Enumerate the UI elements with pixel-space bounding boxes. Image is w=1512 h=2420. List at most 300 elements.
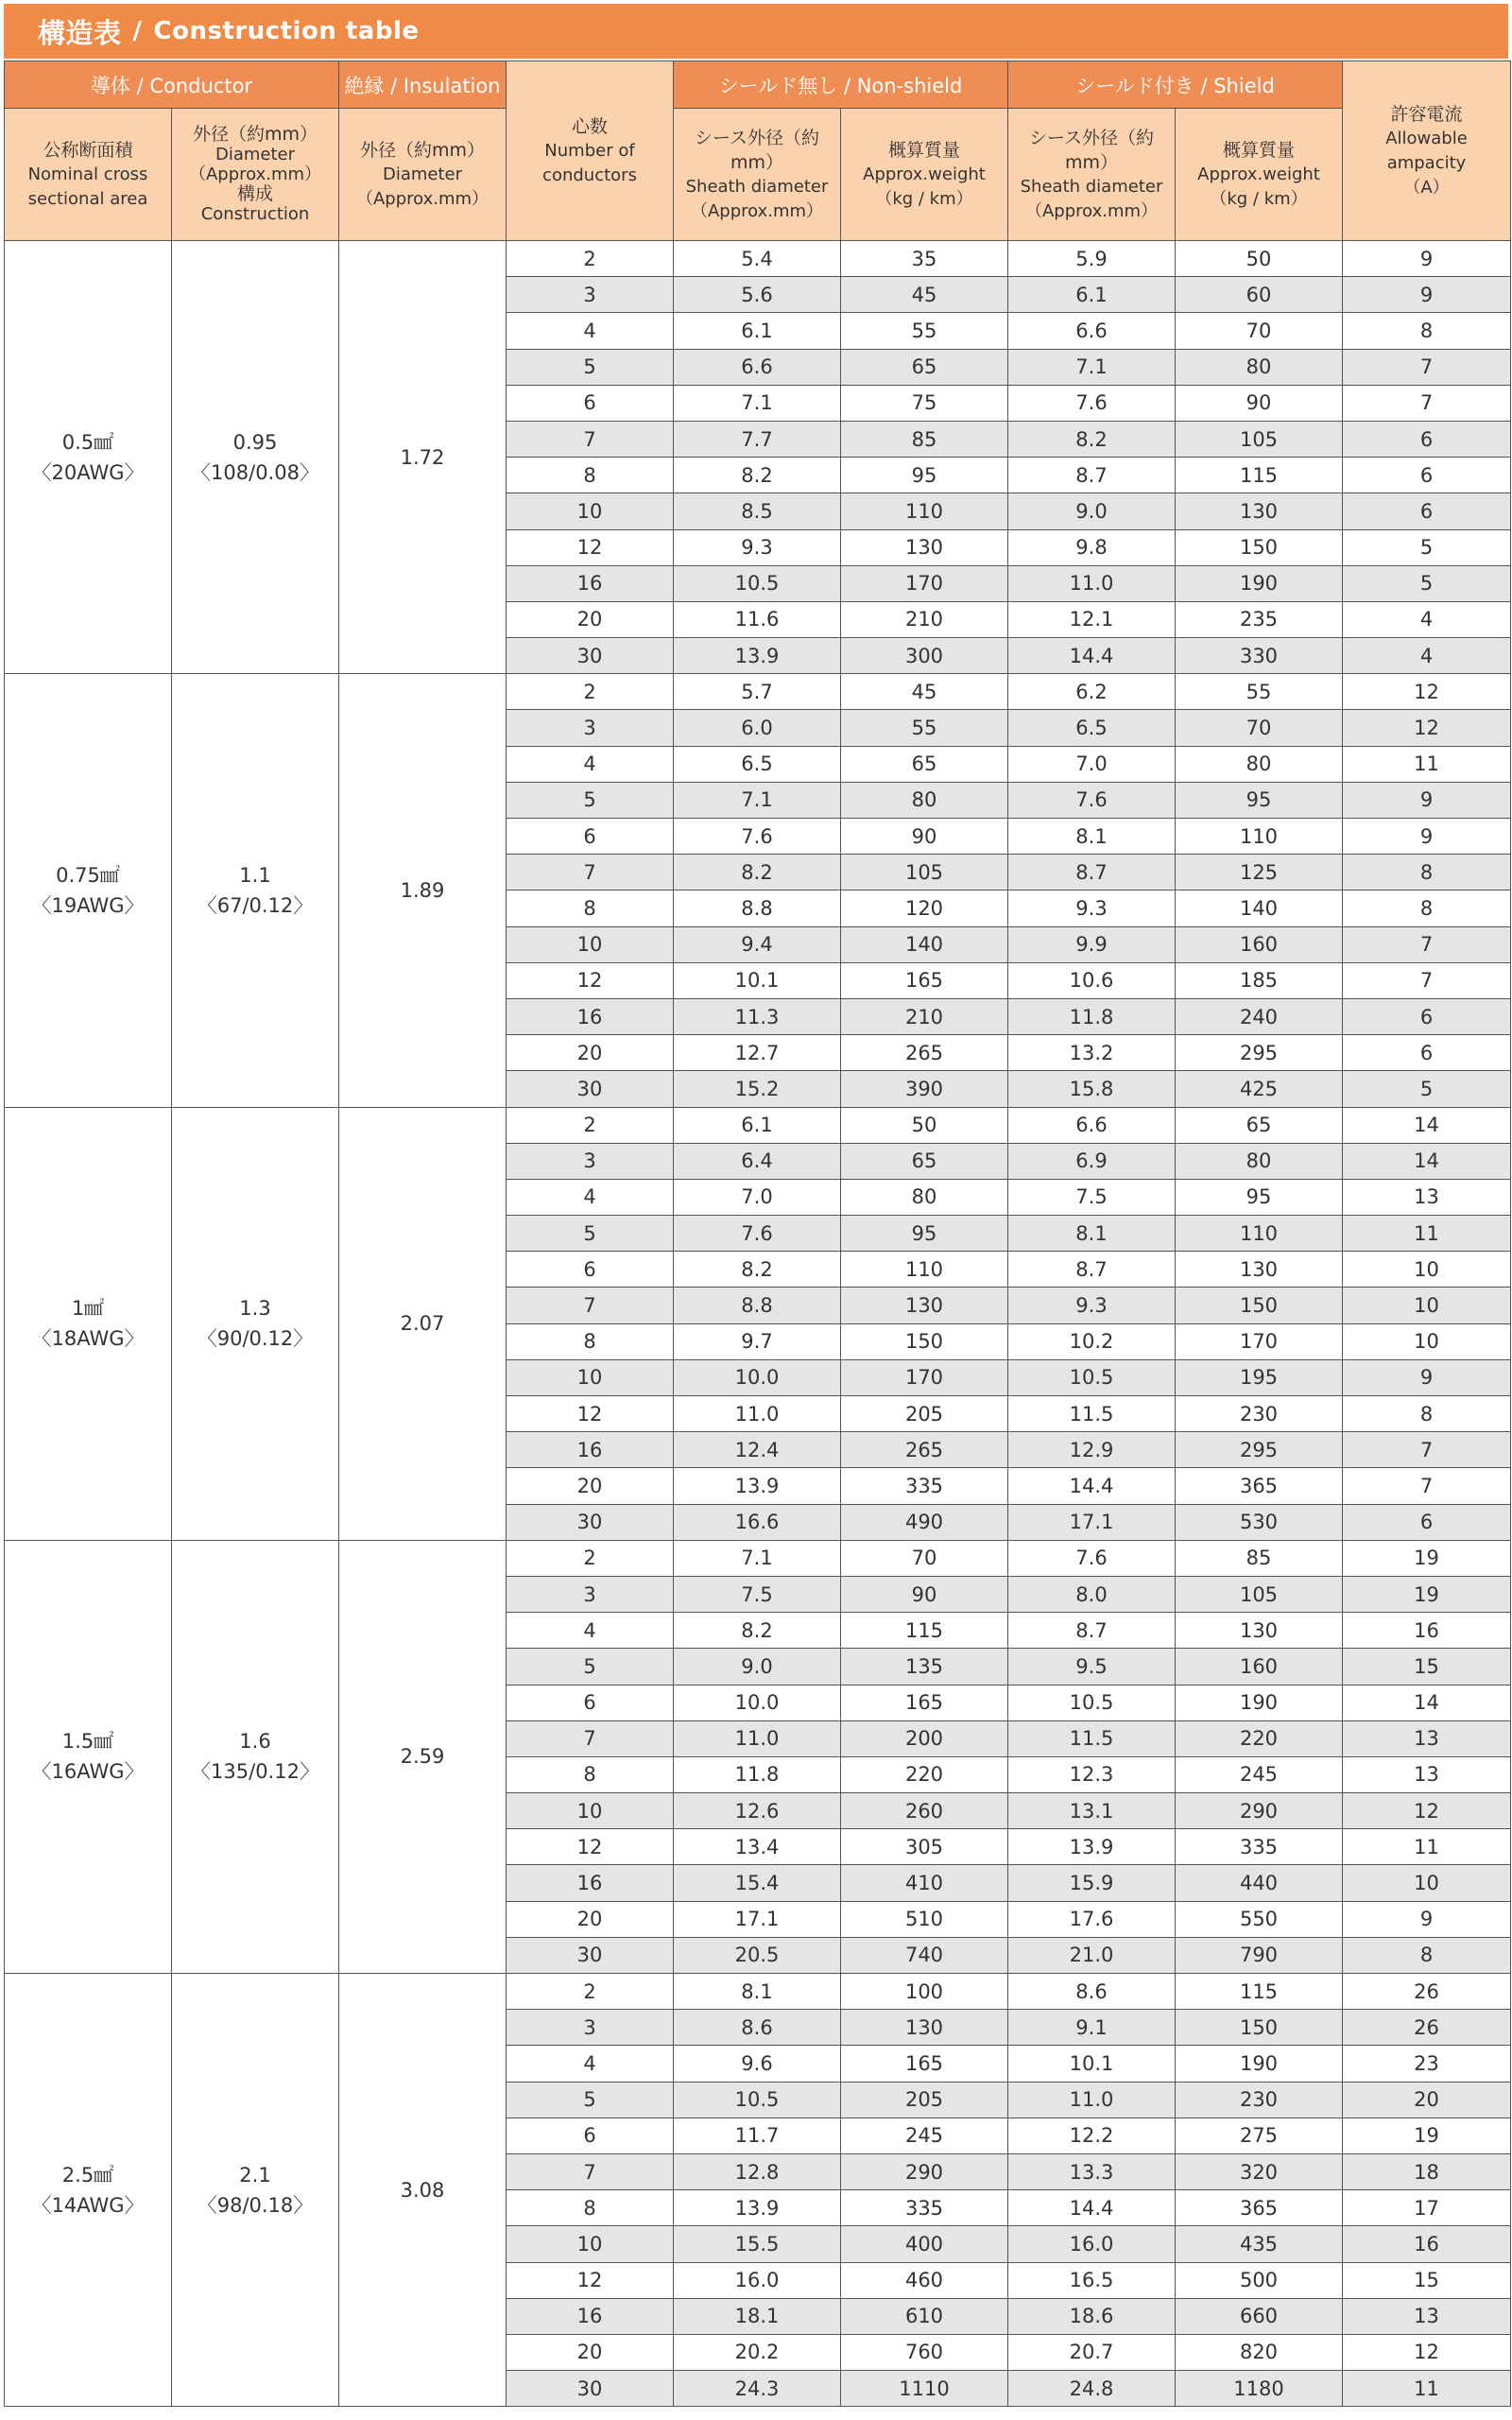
sheath-diameter-non-shield-cell: 12.4 [674,1432,841,1468]
ampacity-cell: 19 [1343,1576,1511,1612]
conductor-count-cell: 30 [507,1937,674,1973]
conductor-count-cell: 20 [507,1901,674,1937]
sheath-diameter-shield-cell: 9.9 [1008,926,1176,962]
weight-non-shield-cell: 150 [841,1323,1008,1359]
sheath-diameter-shield-cell: 12.2 [1008,2118,1176,2153]
sheath-diameter-shield-cell: 15.8 [1008,1071,1176,1107]
table-body [5,241,1511,2407]
sheath-diameter-non-shield-cell: 7.1 [674,782,841,818]
conductor-count-cell: 16 [507,2298,674,2334]
sheath-diameter-shield-cell: 13.3 [1008,2153,1176,2189]
sheath-diameter-shield-cell: 24.8 [1008,2371,1176,2407]
sheath-diameter-non-shield-cell: 9.6 [674,2046,841,2082]
ampacity-cell: 10 [1343,1865,1511,1901]
sheath-diameter-shield-cell: 11.5 [1008,1396,1176,1432]
ampacity-cell: 6 [1343,458,1511,493]
conductor-count-cell: 3 [507,2010,674,2046]
ampacity-cell: 5 [1343,529,1511,565]
sheath-diameter-non-shield-cell: 7.5 [674,1576,841,1612]
title-en: Construction table [153,17,420,45]
sheath-diameter-shield-cell: 10.5 [1008,1685,1176,1720]
weight-non-shield-cell: 110 [841,1252,1008,1288]
sheath-diameter-shield-cell: 8.0 [1008,1576,1176,1612]
ampacity-cell: 11 [1343,2371,1511,2407]
conductor-count-cell: 10 [507,2226,674,2262]
weight-non-shield-cell: 135 [841,1649,1008,1685]
conductor-diameter-cell: 1.3 〈90/0.12〉 [172,1107,339,1540]
insulation-diameter-cell: 2.59 [339,1540,507,1973]
conductor-count-cell: 5 [507,1216,674,1252]
sheath-diameter-shield-cell: 6.1 [1008,277,1176,313]
ampacity-cell: 19 [1343,2118,1511,2153]
conductor-count-cell: 20 [507,1468,674,1504]
weight-shield-cell: 1180 [1176,2371,1343,2407]
table-row [5,674,1511,710]
weight-non-shield-cell: 510 [841,1901,1008,1937]
ampacity-cell: 20 [1343,2082,1511,2118]
construction-table [4,60,1511,2407]
sheath-diameter-shield-cell: 10.2 [1008,1323,1176,1359]
sheath-diameter-non-shield-cell: 10.5 [674,2082,841,2118]
ampacity-cell: 10 [1343,1323,1511,1359]
conductor-count-cell: 7 [507,1288,674,1323]
sheath-diameter-non-shield-cell: 8.2 [674,1613,841,1649]
weight-non-shield-cell: 490 [841,1504,1008,1540]
sheath-diameter-non-shield-cell: 7.1 [674,385,841,421]
weight-shield-cell: 170 [1176,1323,1343,1359]
weight-non-shield-cell: 305 [841,1829,1008,1865]
conductor-count-cell: 16 [507,1432,674,1468]
ampacity-cell: 13 [1343,1756,1511,1792]
conductor-diameter-cell: 0.95 〈108/0.08〉 [172,241,339,674]
sheath-diameter-non-shield-cell: 8.2 [674,855,841,890]
sheath-diameter-shield-cell: 7.5 [1008,1179,1176,1215]
title-jp: 構造表 [38,16,122,49]
weight-non-shield-cell: 290 [841,2153,1008,2189]
conductor-count-cell: 6 [507,385,674,421]
weight-non-shield-cell: 140 [841,926,1008,962]
ampacity-cell: 7 [1343,385,1511,421]
ampacity-cell: 23 [1343,2046,1511,2082]
weight-non-shield-cell: 245 [841,2118,1008,2153]
conductor-count-cell: 30 [507,2371,674,2407]
ampacity-cell: 9 [1343,1359,1511,1395]
weight-non-shield-cell: 70 [841,1540,1008,1576]
conductor-count-cell: 5 [507,1649,674,1685]
insulation-diameter-cell: 2.07 [339,1107,507,1540]
weight-non-shield-cell: 165 [841,962,1008,998]
sheath-diameter-non-shield-cell: 6.1 [674,1107,841,1143]
weight-non-shield-cell: 400 [841,2226,1008,2262]
header-insulation-diameter: 外径（約mm） Diameter （Approx.mm） [339,109,507,241]
weight-non-shield-cell: 265 [841,1035,1008,1071]
sheath-diameter-shield-cell: 8.7 [1008,855,1176,890]
weight-shield-cell: 185 [1176,962,1343,998]
header-number-of-conductors: 心数 Number of conductors [507,61,674,241]
sheath-diameter-non-shield-cell: 17.1 [674,1901,841,1937]
weight-non-shield-cell: 80 [841,782,1008,818]
ampacity-cell: 5 [1343,565,1511,601]
ampacity-cell: 15 [1343,2262,1511,2298]
sheath-diameter-shield-cell: 5.9 [1008,241,1176,277]
weight-shield-cell: 195 [1176,1359,1343,1395]
sheath-diameter-shield-cell: 9.8 [1008,529,1176,565]
weight-non-shield-cell: 90 [841,819,1008,855]
sheath-diameter-non-shield-cell: 16.0 [674,2262,841,2298]
weight-shield-cell: 190 [1176,1685,1343,1720]
sheath-diameter-non-shield-cell: 13.9 [674,2190,841,2226]
sheath-diameter-shield-cell: 8.7 [1008,458,1176,493]
sheath-diameter-shield-cell: 9.5 [1008,1649,1176,1685]
sheath-diameter-non-shield-cell: 7.7 [674,421,841,457]
ampacity-cell: 10 [1343,1252,1511,1288]
weight-non-shield-cell: 335 [841,2190,1008,2226]
sheath-diameter-shield-cell: 9.1 [1008,2010,1176,2046]
ampacity-cell: 16 [1343,2226,1511,2262]
weight-non-shield-cell: 740 [841,1937,1008,1973]
nominal-area-cell: 0.75㎟ 〈19AWG〉 [5,674,172,1107]
ampacity-cell: 13 [1343,1720,1511,1756]
nominal-area-cell: 2.5㎟ 〈14AWG〉 [5,1974,172,2407]
sheath-diameter-shield-cell: 11.0 [1008,2082,1176,2118]
weight-non-shield-cell: 760 [841,2334,1008,2370]
conductor-count-cell: 3 [507,1576,674,1612]
conductor-count-cell: 12 [507,529,674,565]
weight-non-shield-cell: 65 [841,1143,1008,1179]
weight-shield-cell: 660 [1176,2298,1343,2334]
conductor-count-cell: 4 [507,1179,674,1215]
sheath-diameter-shield-cell: 8.7 [1008,1252,1176,1288]
weight-non-shield-cell: 390 [841,1071,1008,1107]
sheath-diameter-non-shield-cell: 10.1 [674,962,841,998]
weight-non-shield-cell: 170 [841,565,1008,601]
sheath-diameter-shield-cell: 21.0 [1008,1937,1176,1973]
weight-non-shield-cell: 335 [841,1468,1008,1504]
weight-non-shield-cell: 65 [841,349,1008,385]
ampacity-cell: 11 [1343,746,1511,782]
conductor-count-cell: 12 [507,2262,674,2298]
conductor-count-cell: 16 [507,1865,674,1901]
conductor-count-cell: 10 [507,1359,674,1395]
sheath-diameter-shield-cell: 10.1 [1008,2046,1176,2082]
sheath-diameter-non-shield-cell: 7.6 [674,1216,841,1252]
ampacity-cell: 8 [1343,855,1511,890]
conductor-count-cell: 6 [507,2118,674,2153]
conductor-count-cell: 12 [507,962,674,998]
sheath-diameter-shield-cell: 18.6 [1008,2298,1176,2334]
ampacity-cell: 8 [1343,1937,1511,1973]
weight-non-shield-cell: 45 [841,674,1008,710]
weight-non-shield-cell: 55 [841,313,1008,349]
ampacity-cell: 9 [1343,782,1511,818]
weight-non-shield-cell: 220 [841,1756,1008,1792]
header-allowable-ampacity: 許容電流 Allowable ampacity （A） [1343,61,1511,241]
weight-shield-cell: 70 [1176,313,1343,349]
sheath-diameter-non-shield-cell: 9.0 [674,1649,841,1685]
conductor-count-cell: 2 [507,1107,674,1143]
weight-non-shield-cell: 95 [841,458,1008,493]
weight-shield-cell: 500 [1176,2262,1343,2298]
weight-non-shield-cell: 170 [841,1359,1008,1395]
ampacity-cell: 16 [1343,1613,1511,1649]
weight-shield-cell: 335 [1176,1829,1343,1865]
weight-non-shield-cell: 265 [841,1432,1008,1468]
weight-shield-cell: 115 [1176,458,1343,493]
weight-non-shield-cell: 85 [841,421,1008,457]
conductor-count-cell: 5 [507,782,674,818]
sheath-diameter-non-shield-cell: 12.8 [674,2153,841,2189]
weight-shield-cell: 365 [1176,1468,1343,1504]
header-insulation: 絶縁 / Insulation [339,61,507,109]
ampacity-cell: 6 [1343,493,1511,529]
sheath-diameter-non-shield-cell: 8.8 [674,890,841,926]
table-row [5,1974,1511,2010]
ampacity-cell: 12 [1343,1793,1511,1829]
header-conductor: 導体 / Conductor [5,61,339,109]
ampacity-cell: 9 [1343,241,1511,277]
weight-shield-cell: 80 [1176,1143,1343,1179]
sheath-diameter-shield-cell: 13.1 [1008,1793,1176,1829]
sheath-diameter-shield-cell: 7.0 [1008,746,1176,782]
sheath-diameter-shield-cell: 8.1 [1008,1216,1176,1252]
weight-shield-cell: 130 [1176,1613,1343,1649]
weight-non-shield-cell: 110 [841,493,1008,529]
conductor-count-cell: 6 [507,1685,674,1720]
ampacity-cell: 7 [1343,962,1511,998]
sheath-diameter-non-shield-cell: 11.8 [674,1756,841,1792]
conductor-count-cell: 10 [507,493,674,529]
sheath-diameter-shield-cell: 8.7 [1008,1613,1176,1649]
weight-shield-cell: 115 [1176,1974,1343,2010]
conductor-count-cell: 2 [507,1540,674,1576]
sheath-diameter-non-shield-cell: 9.3 [674,529,841,565]
conductor-diameter-cell: 1.1 〈67/0.12〉 [172,674,339,1107]
sheath-diameter-non-shield-cell: 10.0 [674,1685,841,1720]
weight-shield-cell: 290 [1176,1793,1343,1829]
sheath-diameter-non-shield-cell: 7.6 [674,819,841,855]
ampacity-cell: 7 [1343,1468,1511,1504]
ampacity-cell: 19 [1343,1540,1511,1576]
conductor-count-cell: 2 [507,674,674,710]
conductor-count-cell: 3 [507,277,674,313]
ampacity-cell: 26 [1343,2010,1511,2046]
table-row [5,241,1511,277]
weight-non-shield-cell: 90 [841,1576,1008,1612]
sheath-diameter-non-shield-cell: 8.2 [674,1252,841,1288]
conductor-count-cell: 2 [507,1974,674,2010]
weight-non-shield-cell: 35 [841,241,1008,277]
weight-shield-cell: 230 [1176,2082,1343,2118]
sheath-diameter-non-shield-cell: 15.2 [674,1071,841,1107]
conductor-count-cell: 8 [507,458,674,493]
header-weight-non-shield: 概算質量 Approx.weight （kg / km） [841,109,1008,241]
weight-shield-cell: 70 [1176,710,1343,746]
sheath-diameter-non-shield-cell: 8.1 [674,1974,841,2010]
sheath-diameter-non-shield-cell: 6.5 [674,746,841,782]
sheath-diameter-shield-cell: 14.4 [1008,2190,1176,2226]
weight-shield-cell: 85 [1176,1540,1343,1576]
weight-shield-cell: 105 [1176,1576,1343,1612]
weight-shield-cell: 295 [1176,1035,1343,1071]
weight-shield-cell: 440 [1176,1865,1343,1901]
sheath-diameter-shield-cell: 6.9 [1008,1143,1176,1179]
conductor-count-cell: 30 [507,1071,674,1107]
weight-shield-cell: 190 [1176,565,1343,601]
conductor-count-cell: 6 [507,1252,674,1288]
sheath-diameter-non-shield-cell: 10.5 [674,565,841,601]
insulation-diameter-cell: 1.89 [339,674,507,1107]
conductor-diameter-cell: 2.1 〈98/0.18〉 [172,1974,339,2407]
conductor-count-cell: 10 [507,1793,674,1829]
conductor-count-cell: 4 [507,1613,674,1649]
sheath-diameter-shield-cell: 11.0 [1008,565,1176,601]
ampacity-cell: 6 [1343,1504,1511,1540]
conductor-count-cell: 7 [507,855,674,890]
header-shield: シールド付き / Shield [1008,61,1343,109]
conductor-count-cell: 12 [507,1829,674,1865]
sheath-diameter-shield-cell: 12.3 [1008,1756,1176,1792]
ampacity-cell: 12 [1343,710,1511,746]
sheath-diameter-non-shield-cell: 13.9 [674,638,841,674]
ampacity-cell: 17 [1343,2190,1511,2226]
weight-non-shield-cell: 105 [841,855,1008,890]
sheath-diameter-shield-cell: 9.0 [1008,493,1176,529]
sheath-diameter-shield-cell: 11.8 [1008,998,1176,1034]
weight-shield-cell: 50 [1176,241,1343,277]
weight-non-shield-cell: 45 [841,277,1008,313]
weight-non-shield-cell: 610 [841,2298,1008,2334]
sheath-diameter-non-shield-cell: 6.6 [674,349,841,385]
sheath-diameter-non-shield-cell: 16.6 [674,1504,841,1540]
sheath-diameter-non-shield-cell: 10.0 [674,1359,841,1395]
sheath-diameter-shield-cell: 12.1 [1008,601,1176,637]
header-weight-shield: 概算質量 Approx.weight （kg / km） [1176,109,1343,241]
ampacity-cell: 7 [1343,1432,1511,1468]
conductor-count-cell: 8 [507,1323,674,1359]
ampacity-cell: 13 [1343,2298,1511,2334]
conductor-count-cell: 4 [507,313,674,349]
ampacity-cell: 9 [1343,277,1511,313]
sheath-diameter-non-shield-cell: 7.1 [674,1540,841,1576]
conductor-count-cell: 10 [507,926,674,962]
sheath-diameter-non-shield-cell: 24.3 [674,2371,841,2407]
sheath-diameter-shield-cell: 7.6 [1008,385,1176,421]
weight-shield-cell: 425 [1176,1071,1343,1107]
weight-shield-cell: 60 [1176,277,1343,313]
weight-shield-cell: 160 [1176,926,1343,962]
weight-shield-cell: 150 [1176,2010,1343,2046]
sheath-diameter-non-shield-cell: 9.4 [674,926,841,962]
sheath-diameter-non-shield-cell: 11.7 [674,2118,841,2153]
sheath-diameter-shield-cell: 7.6 [1008,782,1176,818]
conductor-count-cell: 16 [507,998,674,1034]
header-sheath-diameter-non-shield: シース外径（約mm） Sheath diameter （Approx.mm） [674,109,841,241]
sheath-diameter-shield-cell: 6.6 [1008,1107,1176,1143]
ampacity-cell: 9 [1343,819,1511,855]
conductor-count-cell: 3 [507,710,674,746]
weight-shield-cell: 435 [1176,2226,1343,2262]
weight-non-shield-cell: 260 [841,1793,1008,1829]
sheath-diameter-non-shield-cell: 5.7 [674,674,841,710]
weight-non-shield-cell: 460 [841,2262,1008,2298]
ampacity-cell: 12 [1343,674,1511,710]
header-conductor-diameter: 外径（約mm） Diameter （Approx.mm） 構成 Construction [172,109,339,241]
sheath-diameter-shield-cell: 8.2 [1008,421,1176,457]
weight-non-shield-cell: 300 [841,638,1008,674]
weight-shield-cell: 140 [1176,890,1343,926]
sheath-diameter-non-shield-cell: 5.4 [674,241,841,277]
conductor-count-cell: 20 [507,1035,674,1071]
sheath-diameter-shield-cell: 6.6 [1008,313,1176,349]
sheath-diameter-non-shield-cell: 11.6 [674,601,841,637]
weight-shield-cell: 295 [1176,1432,1343,1468]
weight-non-shield-cell: 205 [841,2082,1008,2118]
weight-non-shield-cell: 80 [841,1179,1008,1215]
nominal-area-cell: 1.5㎟ 〈16AWG〉 [5,1540,172,1973]
sheath-diameter-non-shield-cell: 20.2 [674,2334,841,2370]
weight-shield-cell: 790 [1176,1937,1343,1973]
sheath-diameter-non-shield-cell: 11.0 [674,1720,841,1756]
ampacity-cell: 8 [1343,313,1511,349]
conductor-count-cell: 12 [507,1396,674,1432]
weight-non-shield-cell: 410 [841,1865,1008,1901]
nominal-area-cell: 0.5㎟ 〈20AWG〉 [5,241,172,674]
weight-non-shield-cell: 205 [841,1396,1008,1432]
sheath-diameter-non-shield-cell: 8.2 [674,458,841,493]
weight-shield-cell: 110 [1176,1216,1343,1252]
ampacity-cell: 11 [1343,1216,1511,1252]
sheath-diameter-shield-cell: 10.5 [1008,1359,1176,1395]
weight-non-shield-cell: 165 [841,2046,1008,2082]
sheath-diameter-non-shield-cell: 8.6 [674,2010,841,2046]
weight-shield-cell: 365 [1176,2190,1343,2226]
sheath-diameter-shield-cell: 9.3 [1008,1288,1176,1323]
ampacity-cell: 12 [1343,2334,1511,2370]
weight-non-shield-cell: 130 [841,529,1008,565]
sheath-diameter-non-shield-cell: 7.0 [674,1179,841,1215]
conductor-count-cell: 16 [507,565,674,601]
weight-shield-cell: 550 [1176,1901,1343,1937]
conductor-count-cell: 7 [507,421,674,457]
sheath-diameter-shield-cell: 14.4 [1008,1468,1176,1504]
sheath-diameter-shield-cell: 13.2 [1008,1035,1176,1071]
weight-non-shield-cell: 100 [841,1974,1008,2010]
conductor-count-cell: 7 [507,1720,674,1756]
weight-shield-cell: 160 [1176,1649,1343,1685]
weight-non-shield-cell: 210 [841,998,1008,1034]
sheath-diameter-shield-cell: 7.1 [1008,349,1176,385]
conductor-count-cell: 8 [507,890,674,926]
weight-shield-cell: 90 [1176,385,1343,421]
sheath-diameter-non-shield-cell: 8.8 [674,1288,841,1323]
weight-shield-cell: 55 [1176,674,1343,710]
nominal-area-cell: 1㎟ 〈18AWG〉 [5,1107,172,1540]
ampacity-cell: 8 [1343,890,1511,926]
table-title-bar [4,4,1508,59]
ampacity-cell: 7 [1343,349,1511,385]
sheath-diameter-non-shield-cell: 15.4 [674,1865,841,1901]
conductor-count-cell: 4 [507,2046,674,2082]
sheath-diameter-shield-cell: 12.9 [1008,1432,1176,1468]
sheath-diameter-shield-cell: 17.1 [1008,1504,1176,1540]
sheath-diameter-shield-cell: 11.5 [1008,1720,1176,1756]
weight-shield-cell: 275 [1176,2118,1343,2153]
sheath-diameter-non-shield-cell: 18.1 [674,2298,841,2334]
ampacity-cell: 6 [1343,1035,1511,1071]
weight-non-shield-cell: 130 [841,1288,1008,1323]
weight-shield-cell: 230 [1176,1396,1343,1432]
ampacity-cell: 18 [1343,2153,1511,2189]
